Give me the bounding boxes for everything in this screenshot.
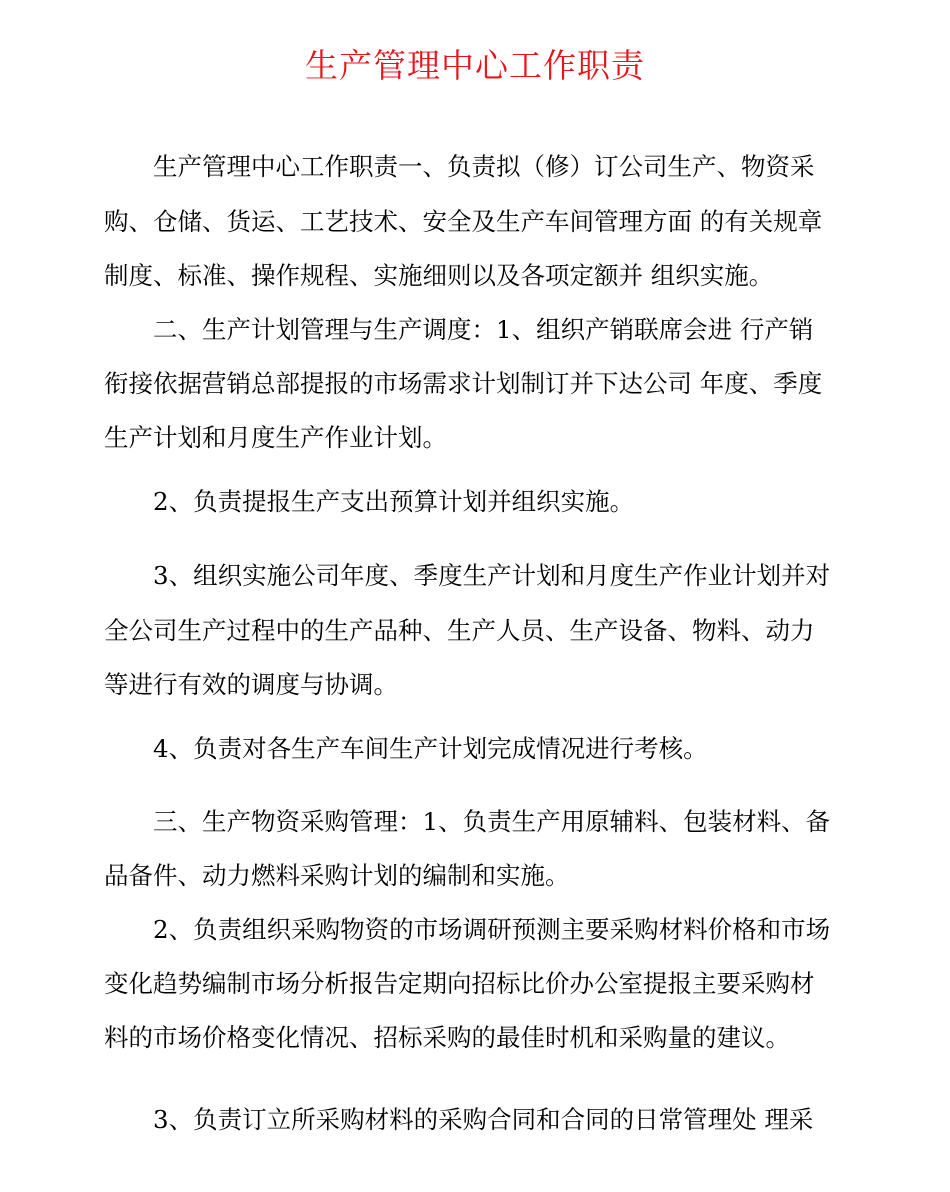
text-line: 2、负责提报生产支出预算计划并组织实施。 <box>153 487 635 516</box>
text-line: 料的市场价格变化情况、招标采购的最佳时机和采购量的建议。 <box>104 1023 790 1052</box>
text-line: 制度、标准、操作规程、实施细则以及各项定额并 组织实施。 <box>104 261 774 290</box>
text-line: 生产计划和月度生产作业计划。 <box>104 423 447 452</box>
text-line: 3、负责订立所采购材料的采购合同和合同的日常管理处 理采 <box>153 1105 814 1134</box>
text-line: 等进行有效的调度与协调。 <box>104 670 398 699</box>
text-line: 三、生产物资采购管理：1、负责生产用原辅料、包装材料、备 <box>153 807 831 836</box>
text-line: 变化趋势编制市场分析报告定期向招标比价办公室提报主要采购材 <box>104 969 815 998</box>
text-line: 品备件、动力燃料采购计划的编制和实施。 <box>104 861 570 890</box>
text-line: 2、负责组织采购物资的市场调研预测主要采购材料价格和市场 <box>153 915 831 944</box>
document-title: 生产管理中心工作职责 <box>305 46 645 85</box>
text-line: 购、仓储、货运、工艺技术、安全及生产车间管理方面 的有关规章 <box>104 207 823 236</box>
text-line: 生产管理中心工作职责一、负责拟（修）订公司生产、物资采 <box>153 152 815 181</box>
text-line: 4、负责对各生产车间生产计划完成情况进行考核。 <box>153 734 708 763</box>
text-line: 衔接依据营销总部提报的市场需求计划制订并下达公司 年度、季度 <box>104 369 823 398</box>
text-line: 3、组织实施公司年度、季度生产计划和月度生产作业计划并对 <box>153 561 831 590</box>
text-line: 二、生产计划管理与生产调度：1、组织产销联席会进 行产销 <box>153 315 814 344</box>
text-line: 全公司生产过程中的生产品种、生产人员、生产设备、物料、动力 <box>104 616 815 645</box>
